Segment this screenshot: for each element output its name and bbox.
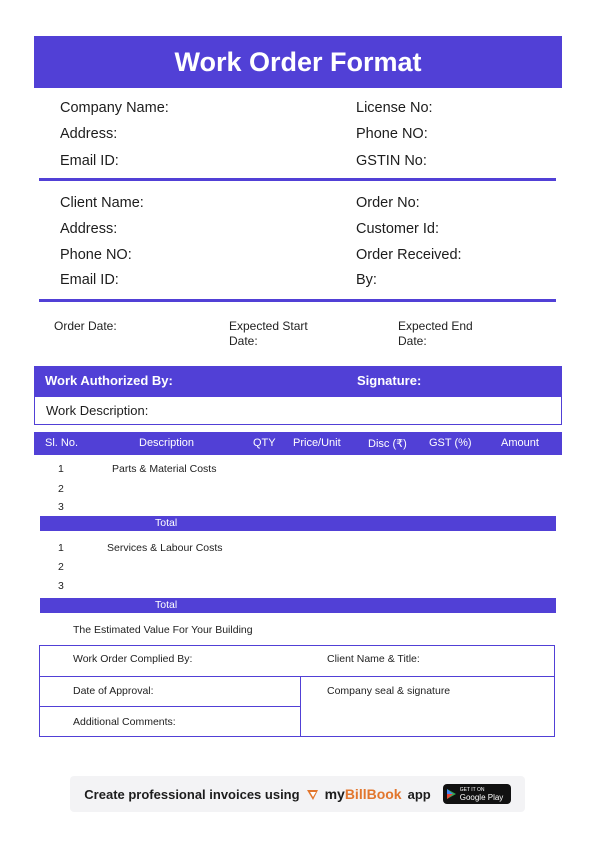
page-title: Work Order Format — [34, 36, 562, 88]
brand-my: my — [324, 786, 345, 802]
brand-book: Book — [366, 786, 402, 802]
estimated-value-label: The Estimated Value For Your Building — [73, 624, 253, 636]
license-label: License No: — [356, 100, 433, 116]
total-bar — [40, 598, 556, 613]
expected-end-label — [398, 319, 473, 349]
parts-material-label: Parts & Material Costs — [112, 463, 217, 475]
brand-bill: Bill — [344, 786, 367, 802]
table-row-number: 1 — [58, 463, 64, 475]
mybillbook-logo-icon — [306, 788, 319, 801]
total-label: Total — [155, 517, 178, 529]
order-received-label: Order Received: — [356, 247, 462, 263]
work-description-box — [34, 397, 562, 425]
brand-logo — [325, 786, 402, 802]
company-address-label: Address: — [60, 126, 118, 142]
expected-start-label — [229, 319, 308, 349]
col-price-unit: Price/Unit — [293, 437, 341, 449]
promo-footer[interactable] — [70, 776, 525, 812]
client-phone-label: Phone NO: — [60, 247, 132, 263]
complied-by-box — [39, 645, 555, 677]
seal-box — [300, 676, 555, 737]
table-header — [34, 432, 562, 455]
table-row-number: 2 — [58, 561, 64, 573]
expected-start-line2: Date: — [229, 334, 258, 348]
comments-label: Additional Comments: — [73, 716, 176, 728]
work-authorized-label: Work Authorized By: — [45, 373, 173, 388]
client-address-label: Address: — [60, 221, 118, 237]
promo-text: Create professional invoices using — [84, 786, 300, 802]
col-discount: Disc (₹) — [368, 438, 407, 450]
approval-box — [39, 676, 301, 707]
table-row-number: 2 — [58, 483, 64, 495]
col-gst: GST (%) — [429, 437, 472, 449]
comments-box — [39, 706, 301, 737]
google-play-icon — [447, 789, 456, 799]
divider — [39, 178, 556, 181]
client-title-label: Client Name & Title: — [327, 653, 420, 665]
order-date-label: Order Date: — [54, 319, 117, 333]
work-description-label: Work Description: — [46, 403, 149, 418]
total-label: Total — [155, 599, 178, 611]
gstin-label: GSTIN No: — [356, 153, 427, 169]
google-play-badge[interactable] — [443, 784, 511, 804]
table-row-number: 3 — [58, 580, 64, 592]
services-labour-label: Services & Labour Costs — [107, 542, 223, 554]
app-text: app — [407, 786, 431, 802]
store-large-text: Google Play — [459, 793, 504, 802]
col-qty: QTY — [253, 437, 276, 449]
company-name-label: Company Name: — [60, 100, 169, 116]
complied-by-label: Work Order Complied By: — [73, 653, 193, 665]
signature-label: Signature: — [357, 373, 422, 388]
seal-label: Company seal & signature — [327, 685, 451, 697]
store-small-text: GET IT ON — [459, 787, 485, 793]
company-phone-label: Phone NO: — [356, 126, 428, 142]
customer-id-label: Customer Id: — [356, 221, 439, 237]
approval-date-label: Date of Approval: — [73, 685, 154, 697]
client-email-label: Email ID: — [60, 272, 119, 288]
col-sl-no: Sl. No. — [45, 437, 79, 449]
col-description: Description — [139, 437, 195, 449]
by-label: By: — [356, 272, 377, 288]
total-bar — [40, 516, 556, 531]
table-row-number: 1 — [58, 542, 64, 554]
divider — [39, 299, 556, 302]
client-name-label: Client Name: — [60, 195, 144, 211]
expected-start-line1: Expected Start — [229, 319, 308, 333]
expected-end-line2: Date: — [398, 334, 427, 348]
company-email-label: Email ID: — [60, 153, 119, 169]
expected-end-line1: Expected End — [398, 319, 473, 333]
order-no-label: Order No: — [356, 195, 420, 211]
col-amount: Amount — [501, 437, 539, 449]
authorization-bar — [34, 366, 562, 397]
table-row-number: 3 — [58, 501, 64, 513]
